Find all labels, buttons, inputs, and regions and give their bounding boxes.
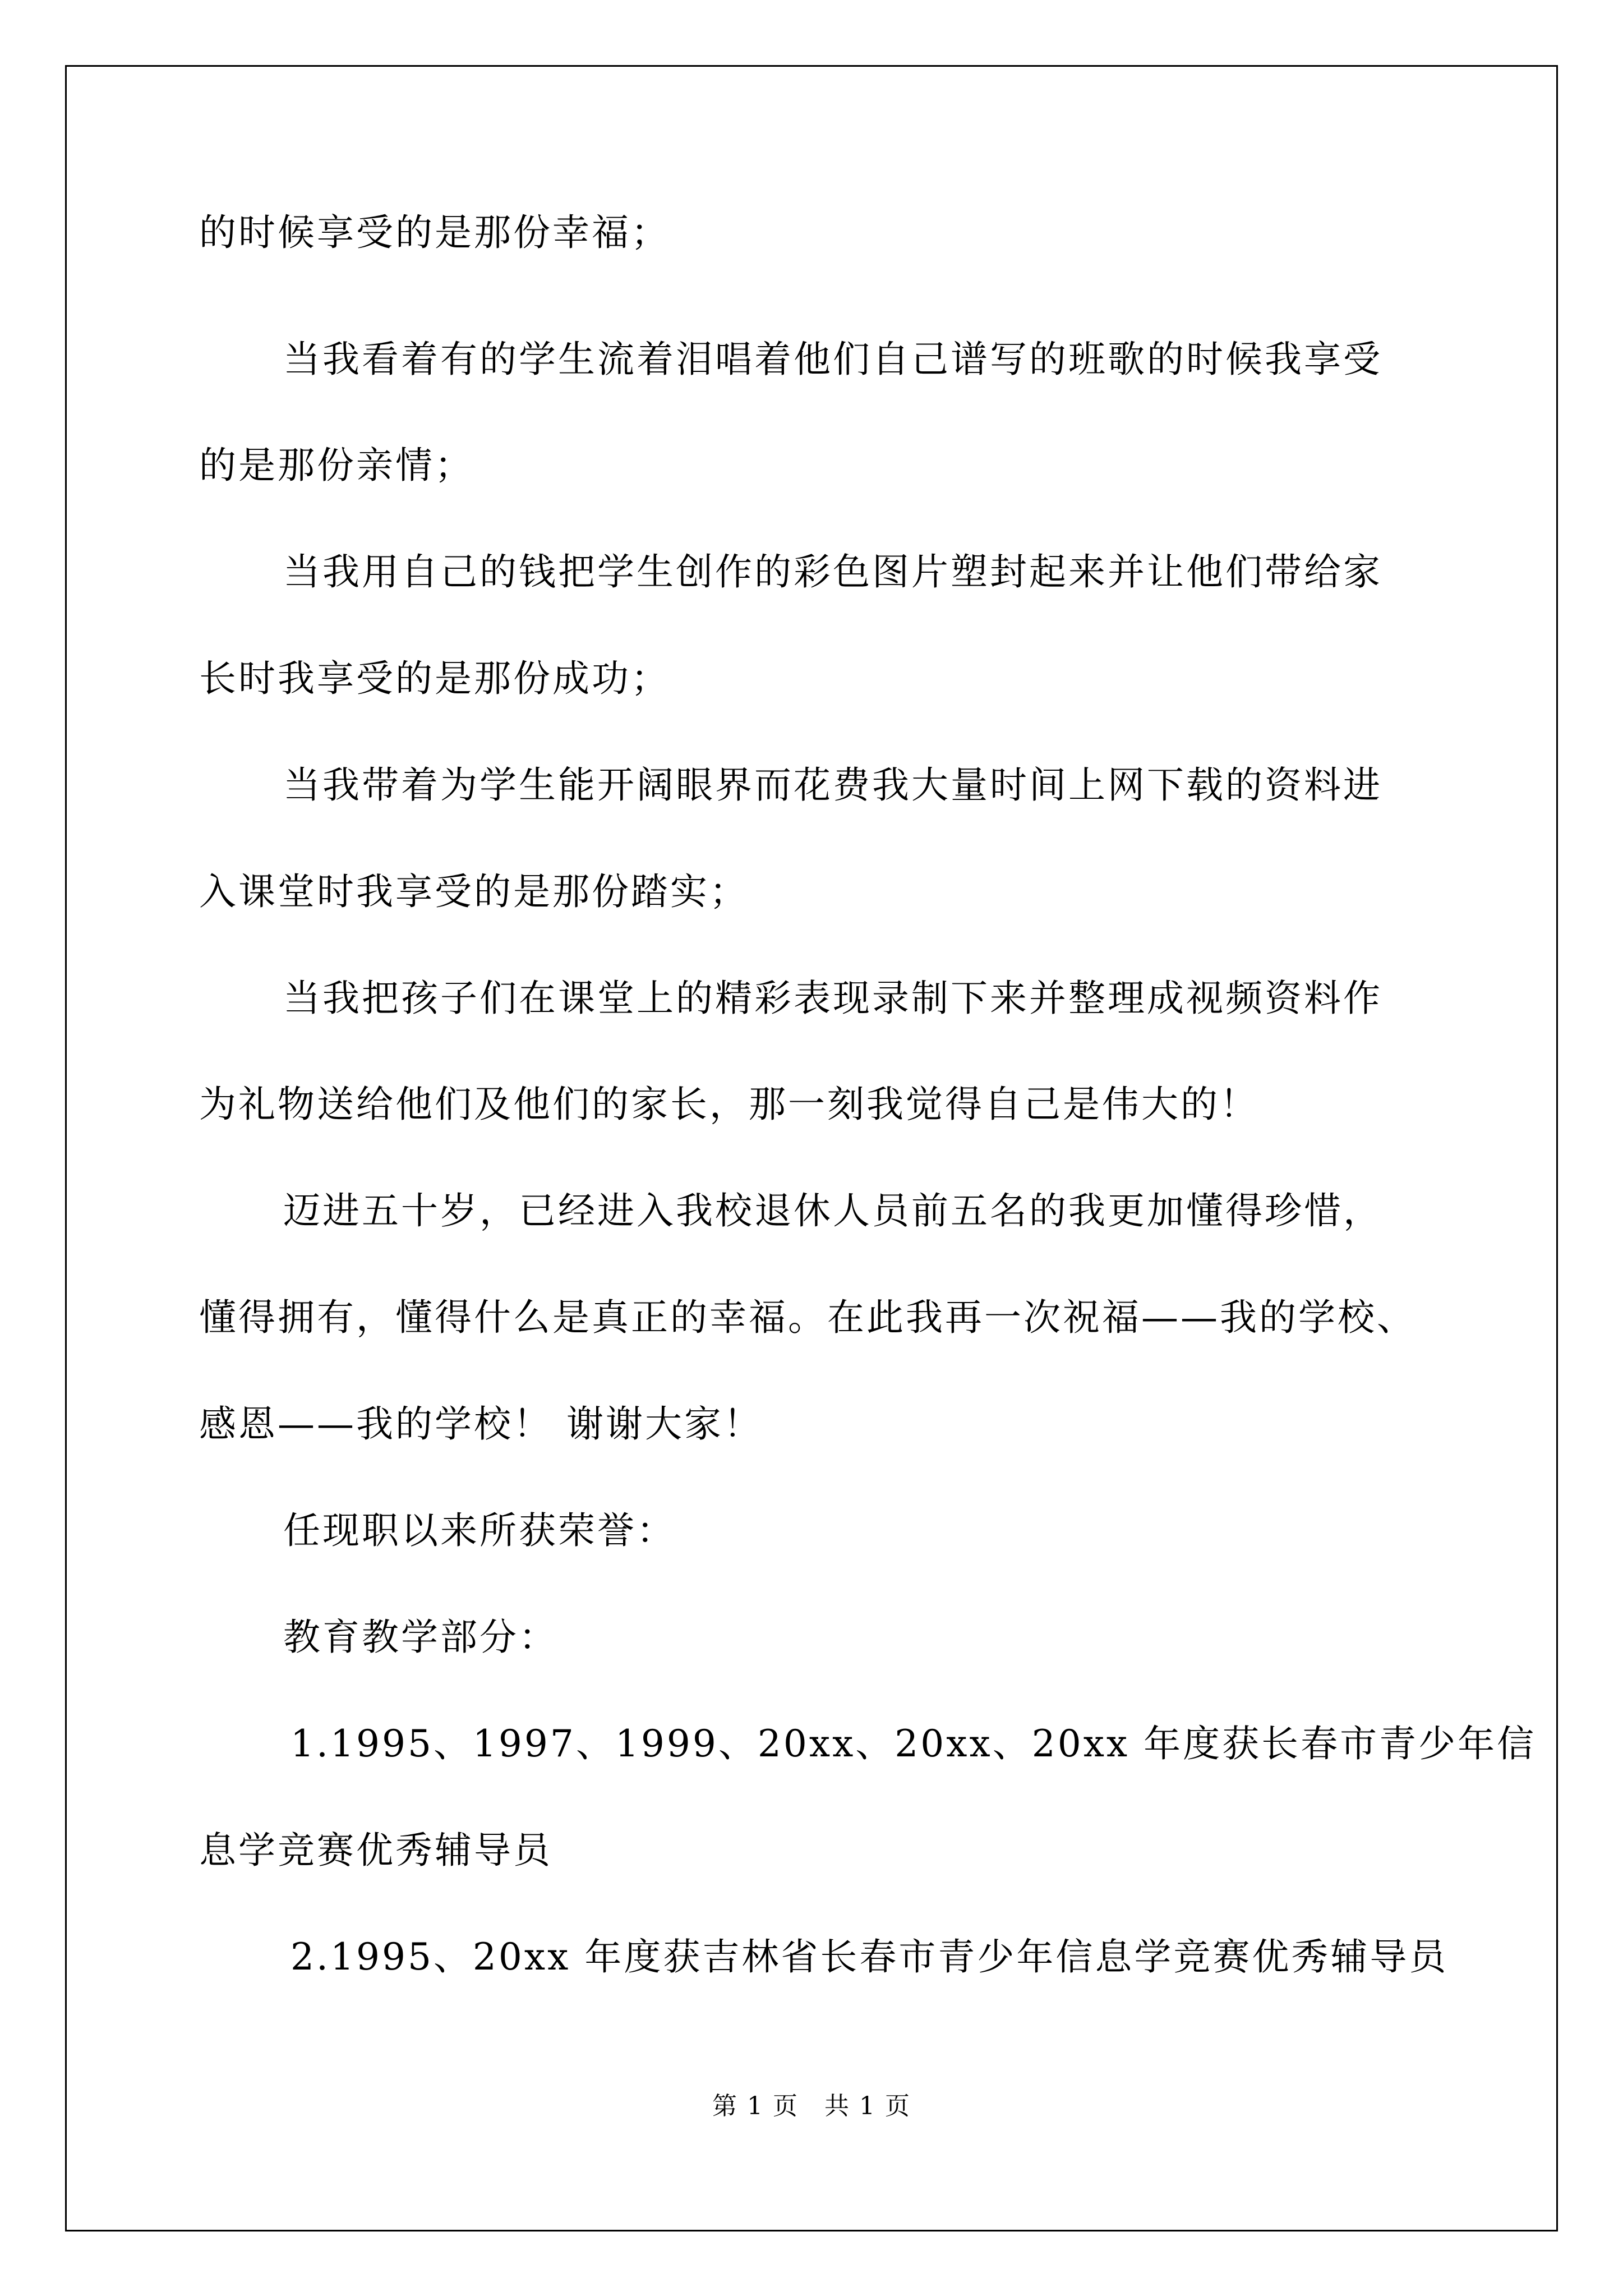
text-line-10: 迈进五十岁，已经进入我校退休人员前五名的我更加懂得珍惜， bbox=[283, 1189, 1382, 1232]
text-line-8: 当我把孩子们在课堂上的精彩表现录制下来并整理成视频资料作 bbox=[283, 977, 1382, 1020]
text-line-2: 当我看着有的学生流着泪唱着他们自己谱写的班歌的时候我享受 bbox=[283, 338, 1382, 381]
page-footer: 第 1 页 共 1 页 bbox=[712, 2092, 911, 2120]
text-line-17: 2.1995、20xx 年度获吉林省长春市青少年信息学竞赛优秀辅导员 bbox=[291, 1935, 1449, 1978]
text-line-15: 1.1995、1997、1999、20xx、20xx、20xx 年度获长春市青少年信 bbox=[291, 1722, 1537, 1765]
text-line-16: 息学竞赛优秀辅导员 bbox=[199, 1829, 552, 1872]
text-line-3: 的是那份亲情； bbox=[199, 444, 474, 487]
text-line-5: 长时我享受的是那份成功； bbox=[199, 657, 670, 700]
text-line-6: 当我带着为学生能开阔眼界而花费我大量时间上网下载的资料进 bbox=[283, 763, 1382, 807]
text-line-12: 感恩——我的学校！ 谢谢大家！ bbox=[199, 1402, 763, 1446]
text-line-9: 为礼物送给他们及他们的家长，那一刻我觉得自己是伟大的！ bbox=[199, 1083, 1259, 1126]
text-line-1: 的时候享受的是那份幸福； bbox=[199, 211, 670, 254]
text-line-11: 懂得拥有，懂得什么是真正的幸福。在此我再一次祝福——我的学校、 bbox=[199, 1296, 1416, 1339]
text-line-4: 当我用自己的钱把学生创作的彩色图片塑封起来并让他们带给家 bbox=[283, 550, 1382, 593]
page-border bbox=[65, 65, 1558, 2231]
text-line-7: 入课堂时我享受的是那份踏实； bbox=[199, 870, 749, 913]
text-line-14: 教育教学部分： bbox=[283, 1616, 558, 1659]
text-line-13: 任现职以来所获荣誉： bbox=[283, 1509, 676, 1552]
